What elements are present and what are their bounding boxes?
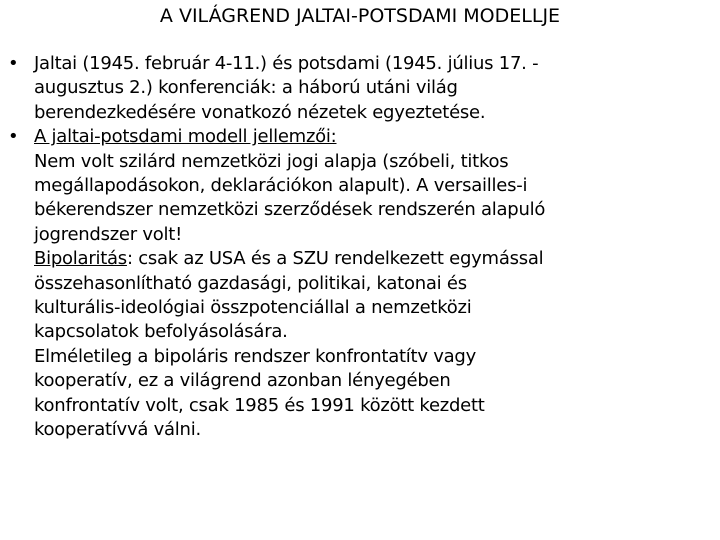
text-line: megállapodásokon, deklarációkon alapult). A versailles-i (34, 175, 528, 197)
text-line: jogrendszer volt! (34, 223, 183, 245)
text-line: Elméletileg a bipoláris rendszer konfrontatítv vagy (34, 345, 476, 367)
text-fragment: : csak az USA és a SZU rendelkezett egymással (126, 248, 544, 270)
bullet-dot: • (8, 53, 19, 74)
text-line: békerendszer nemzetközi szerződések rendszerén alapuló (34, 199, 546, 221)
paragraph-legal-basis (8, 150, 718, 248)
text-line: kooperatív, ez a világrend azonban lényegében (34, 370, 451, 392)
text-line (34, 247, 718, 271)
bullet-dot: • (8, 126, 19, 148)
text-line: kooperatívvá válni. (34, 419, 201, 441)
text-line: Nem volt szilárd nemzetközi jogi alapja (szóbeli, titkos (34, 150, 509, 172)
paragraph-bipolarity (8, 247, 718, 345)
text-line: kulturális-ideológiai összpotenciállal a nemzetközi (34, 297, 472, 319)
term-bipolarity: Bipolaritás (34, 248, 127, 270)
text-line: összehasonlítható gazdasági, politikai, katonai és (34, 272, 467, 294)
text-line: kapcsolatok befolyásolására. (34, 321, 288, 343)
bullet-model-features (8, 125, 718, 149)
slide-content (8, 52, 718, 443)
text-line: Jaltai (1945. február 4-11.) és potsdami (1945. július 17. - (34, 53, 539, 74)
section-heading: A jaltai-potsdami modell jellemzői: (34, 126, 337, 148)
text-line: augusztus 2.) konferenciák: a háború utáni világ (34, 77, 458, 99)
bullet-conferences (8, 52, 718, 125)
slide-title: A VILÁGREND JALTAI-POTSDAMI MODELLJE (159, 5, 561, 27)
text-line: konfrontatív volt, csak 1985 és 1991 között kezdett (34, 394, 485, 416)
paragraph-confrontation (8, 345, 718, 443)
text-line: berendezkedésére vonatkozó nézetek egyeztetése. (34, 101, 486, 123)
